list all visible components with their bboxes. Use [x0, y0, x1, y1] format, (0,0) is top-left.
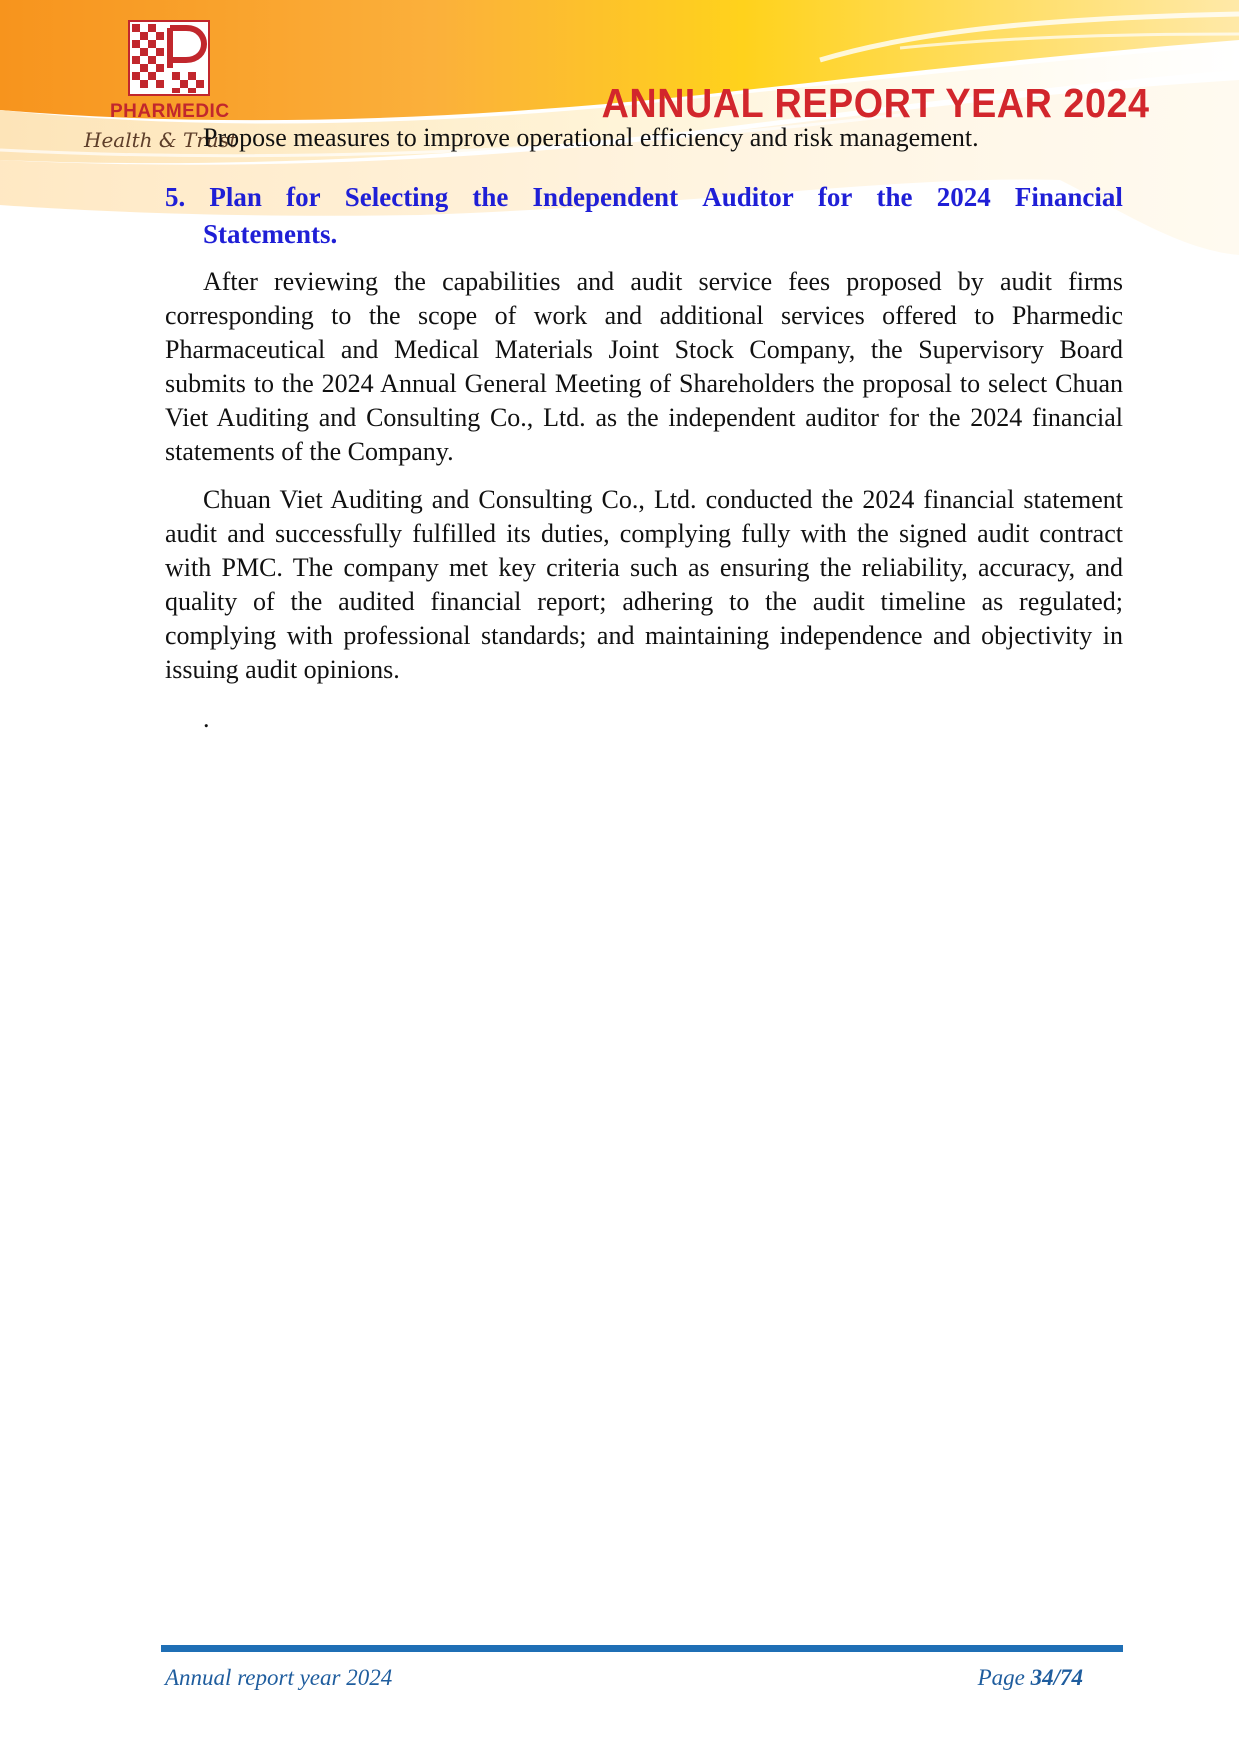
section-heading-word: Selecting — [344, 182, 449, 212]
stray-mark: . — [203, 704, 210, 733]
section-heading-word: for — [286, 182, 321, 212]
section-heading-word: 2024 — [936, 182, 991, 212]
logo-name: PHARMEDIC — [110, 101, 230, 122]
section-heading-word: 5. — [165, 182, 186, 212]
report-title: ANNUAL REPORT YEAR 2024 — [602, 80, 1150, 126]
pharmedic-logo-icon — [128, 20, 210, 96]
section-heading-word: Financial — [1014, 182, 1123, 212]
section-heading-word: for — [817, 182, 853, 212]
footer-divider — [161, 1645, 1123, 1652]
section-heading-line-1 — [165, 179, 1123, 216]
section-heading-word: Independent — [532, 182, 679, 212]
footer-page-label: Page — [977, 1665, 1031, 1690]
bullet-text: Propose measures to improve operational efficiency and risk management. — [203, 123, 979, 152]
section-heading-word: Plan — [209, 182, 262, 212]
section-heading-word: the — [472, 182, 509, 212]
logo-tagline: Health & Trust — [84, 128, 238, 152]
section-heading-line-2: Statements. — [203, 219, 338, 249]
section-heading — [165, 179, 1123, 253]
paragraph-auditor-performance: Chuan Viet Auditing and Consulting Co., Ltd. conducted the 2024 financial statement audit and successfully fulfilled its duties, complying fully with the signed audit contract with PMC. The company met key criteria such as ensuring the reliability, accuracy, and quality of the audited financial report; adhering to the audit timeline as regulated; complying with professional standards; and maintaining independence and objectivity in issuing audit opinions. — [165, 485, 1123, 684]
footer-page-value: 34/74 — [1030, 1665, 1083, 1690]
section-heading-word: Auditor — [702, 182, 794, 212]
footer-report-label: Annual report year 2024 — [165, 1665, 393, 1690]
paragraph-auditor-selection: After reviewing the capabilities and audit service fees proposed by audit firms corresponding to the scope of work and additional services offered to Pharmedic Pharmaceutical and Medical Materials Joint Stock Company, the Supervisory Board submits to the 2024 Annual General Meeting of Shareholders the proposal to select Chuan Viet Auditing and Consulting Co., Ltd. as the independent auditor for the 2024 financial statements of the Company. — [165, 267, 1123, 466]
footer-page-number — [978, 1665, 1083, 1691]
section-heading-word: the — [876, 182, 913, 212]
